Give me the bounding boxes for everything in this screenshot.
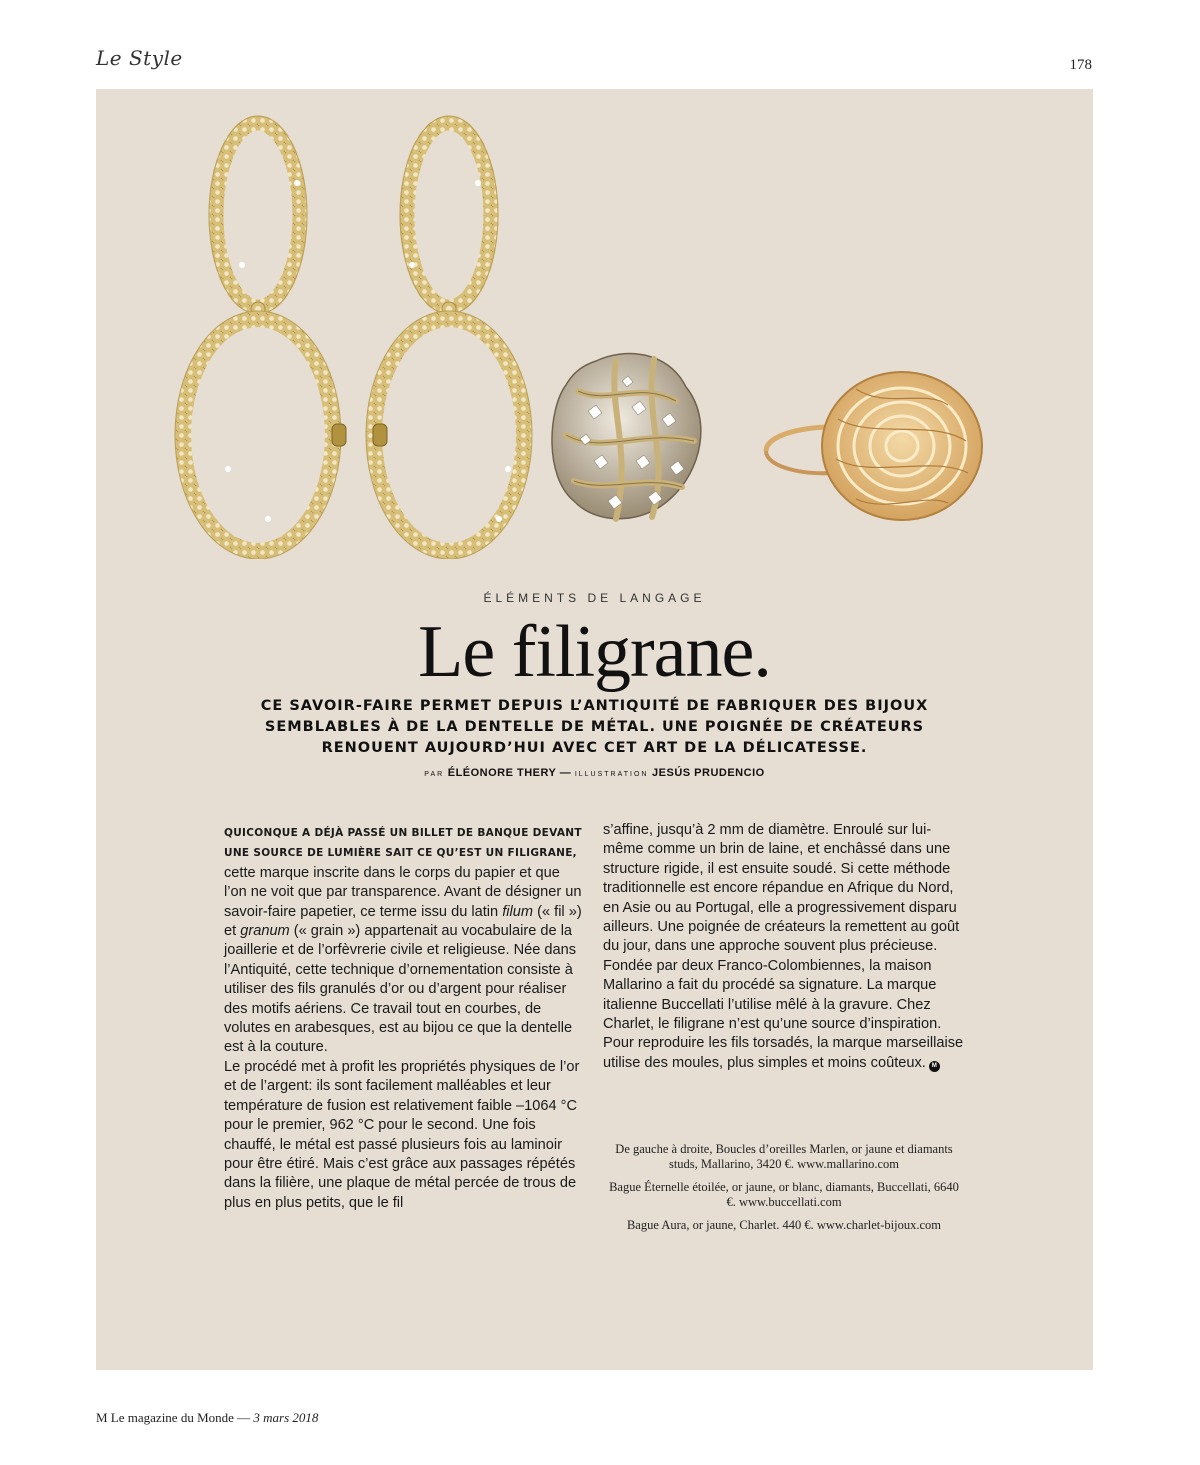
- article-column-left: [224, 823, 586, 1213]
- byline-author: ÉLÉONORE THERY —: [447, 767, 572, 779]
- lead-in: QUICONQUE A DÉJÀ PASSÉ UN BILLET DE BANQUE DEVANT UNE SOURCE DE LUMIÈRE SAIT CE QU’EST UN FILIGRANE,: [224, 827, 582, 860]
- end-mark-icon: M: [929, 1061, 940, 1072]
- article-title: Le filigrane.: [418, 611, 771, 693]
- paragraph: QUICONQUE A DÉJÀ PASSÉ UN BILLET DE BANQUE DEVANT UNE SOURCE DE LUMIÈRE SAIT CE QU’EST UN FILIGRANE, cette marque inscrite dans le corps du papier et que l’on ne voit que par transparence. Avant de désigner un savoir-faire papetier, ce terme issu du latin filum (« fil ») et granum (« grain ») appartenait au vocabulaire de la joaillerie et de l’orfèvrerie civile et religieuse. Née dans l’Antiquité, cette technique d’ornementation consiste à utiliser des fils granulés d’or ou d’argent pour réaliser des motifs aériens. Ce travail tout en courbes, de volutes en arabesques, est au bijou ce que la dentelle est à la couture.: [224, 827, 582, 1056]
- jewelry-illustration: [96, 89, 1093, 559]
- paragraph: Le procédé met à profit les propriétés physiques de l’or et de l’argent: ils sont facilement malléables et leur température de fusion est relativement faible –1064 °C pour le premier, 962 °C pour le second. Une fois chauffé, le métal est passé plusieurs fois au laminoir pour être étiré. Mais c’est grâce aux passages répétés dans la filière, une plaque de métal percée de trous de plus en plus petits, que le fil: [224, 1058, 580, 1211]
- ring-eternelle: [552, 354, 701, 519]
- byline-par: PAR: [424, 771, 445, 778]
- caption: Bague Éternelle étoilée, or jaune, or blanc, diamants, Buccellati, 6640 €. www.buccellati.com: [609, 1180, 959, 1209]
- footer-publication: M Le magazine du Monde —: [96, 1410, 251, 1425]
- earring-right: [366, 116, 532, 559]
- footer-date: 3 mars 2018: [253, 1410, 319, 1425]
- article-byline: [96, 767, 1093, 779]
- byline-illustrator: JESÚS PRUDENCIO: [652, 767, 765, 779]
- paragraph: s’affine, jusqu’à 2 mm de diamètre. Enroulé sur lui-même comme un brin de laine, et enchâssé dans une structure rigide, il est ensuite soudé. Si cette méthode traditionnelle est encore répandue en Afrique du Nord, en Asie ou au Portugal, elle a progressivement disparu ailleurs. Une poignée de créateurs la remettent au goût du jour, dans une approche souvent plus précieuse. Fondée par deux Franco-Colombiennes, la maison Mallarino a fait du procédé sa signature. La marque italienne Buccellati l’utilise mêlé à la gravure. Chez Charlet, le filigrane n’est qu’une source d’inspiration. Pour reproduire les fils torsadés, la marque marseillaise utilise des moules, plus simples et moins coûteux.: [603, 822, 964, 1071]
- article-kicker: ÉLÉMENTS DE LANGAGE: [483, 591, 706, 605]
- caption: Bague Aura, or jaune, Charlet. 440 €. www.charlet-bijoux.com: [626, 1218, 942, 1232]
- ring-aura: [766, 372, 982, 520]
- page-number: 178: [1069, 57, 1092, 73]
- caption: De gauche à droite, Boucles d’oreilles Marlen, or jaune et diamants studs, Mallarino, 3420 €. www.mallarino.com: [615, 1142, 953, 1171]
- article-standfirst: CE SAVOIR-FAIRE PERMET DEPUIS L’ANTIQUITÉ DE FABRIQUER DES BIJOUX SEMBLABLES À DE LA DENTELLE DE MÉTAL. UNE POIGNÉE DE CRÉATEURS RENOUENT AUJOURD’HUI AVEC CET ART DE LA DÉLICATESSE.: [260, 698, 929, 756]
- article-column-right: [603, 821, 965, 1073]
- byline-illustration-label: ILLUSTRATION: [574, 771, 649, 778]
- earring-left: [175, 116, 346, 559]
- captions: [603, 1142, 965, 1241]
- article-panel: [96, 89, 1093, 1370]
- footer: [96, 1410, 318, 1426]
- section-label: Le Style: [96, 46, 183, 70]
